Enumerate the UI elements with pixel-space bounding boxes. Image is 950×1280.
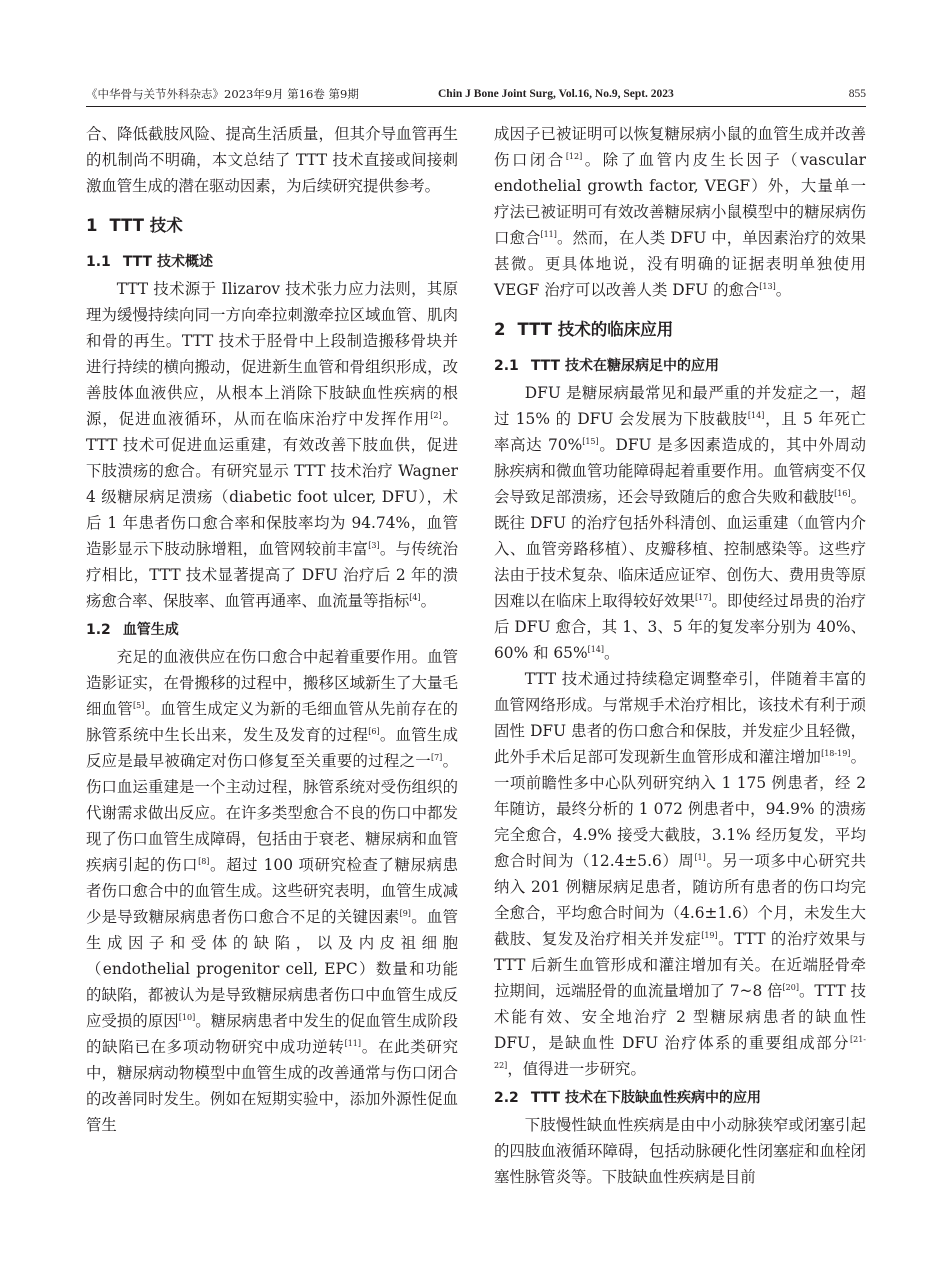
running-header: [86, 82, 866, 107]
citation[interactable]: [5]: [133, 700, 145, 710]
citation[interactable]: [8]: [198, 856, 210, 866]
citation[interactable]: [12]: [565, 151, 583, 161]
citation[interactable]: [1]: [694, 852, 706, 862]
subsection-heading-1-1: 1.1 TTT 技术概述: [86, 254, 213, 270]
citation[interactable]: [18-19]: [821, 748, 851, 758]
citation[interactable]: [11]: [540, 229, 557, 239]
paragraph-angiogenesis-continued: 成因子已被证明可以恢复糖尿病小鼠的血管生成并改善伤口闭合[12]。除了血管内皮生长因子（vascular endothelial growth factor, VEGF）外，大量单一疗法已被证明可有效改善糖尿病小鼠模型中的糖尿病伤口愈合[11]。然而，在人类 DFU 中，单因素治疗的效果甚微。更具体地说，没有明确的证据表明单独使用 VEGF 治疗可以改善人类 DFU 的愈合[13]。: [494, 125, 866, 299]
citation[interactable]: [13]: [759, 281, 776, 291]
citation[interactable]: [17]: [694, 592, 712, 602]
page-number: 855: [848, 88, 866, 100]
citation[interactable]: [15]: [582, 436, 599, 446]
citation[interactable]: [14]: [587, 644, 605, 654]
subsection-heading-2-1: 2.1 TTT 技术在糖尿病足中的应用: [494, 358, 719, 374]
paragraph-intro-continued: 合、降低截肢风险、提高生活质量，但其介导血管再生的机制尚不明确，本文总结了 TTT 技术直接或间接刺激血管生成的潜在驱动因素，为后续研究提供参考。: [86, 125, 458, 195]
left-column: [86, 121, 458, 1138]
section-heading-1: 1 TTT 技术: [86, 216, 183, 235]
citation[interactable]: [21-22]: [494, 1034, 866, 1070]
citation[interactable]: [4]: [409, 592, 421, 602]
citation[interactable]: [10]: [178, 1012, 196, 1022]
section-heading-2: 2 TTT 技术的临床应用: [494, 320, 674, 339]
citation[interactable]: [6]: [368, 726, 380, 736]
paragraph-angiogenesis: 充足的血液供应在伤口愈合中起着重要作用。血管造影证实，在骨搬移的过程中，搬移区域新生了大量毛细血管[5]。血管生成定义为新的毛细血管从先前存在的脉管系统中生长出来，发生及发育的过程[6]。血管生成反应是最早被确定对伤口修复至关重要的过程之一[7]。伤口血运重建是一个主动过程，脉管系统对受伤组织的代谢需求做出反应。在许多类型愈合不良的伤口中都发现了伤口血管生成障碍，包括由于衰老、糖尿病和血管疾病引起的伤口[8]。超过 100 项研究检查了糖尿病患者伤口愈合中的血管生成。这些研究表明，血管生成减少是导致糖尿病患者伤口愈合不足的关键因素[9]。血管生成因子和受体的缺陷，以及内皮祖细胞（endothelial progenitor cell, EPC）数量和功能的缺陷，都被认为是导致糖尿病患者伤口中血管生成反应受损的原因[10]。糖尿病患者中发生的促血管生成阶段的缺陷已在多项动物研究中成功逆转[11]。在此类研究中，糖尿病动物模型中血管生成的改善通常与伤口闭合的改善同时发生。例如在短期实验中，添加外源性促血管生: [86, 648, 458, 1134]
citation[interactable]: [7]: [430, 752, 443, 762]
citation[interactable]: [19]: [701, 930, 718, 940]
citation[interactable]: [16]: [834, 488, 851, 498]
journal-title-cn: 《中华骨与关节外科杂志》2023年9月 第16卷 第9期: [86, 87, 359, 101]
citation[interactable]: [14]: [747, 410, 765, 420]
right-column: [494, 121, 866, 1190]
citation[interactable]: [20]: [782, 982, 799, 992]
paragraph-ttt-overview: TTT 技术源于 Ilizarov 技术张力应力法则，其原理为缓慢持续向同一方向牵拉刺激牵拉区域血管、肌肉和骨的再生。TTT 技术于胫骨中上段制造搬移骨块并进行持续的横向搬动，促进新生血管和骨组织形成，改善肢体血液供应，从根本上消除下肢缺血性疾病的根源，促进血液循环，从而在临床治疗中发挥作用[2]。TTT 技术可促进血运重建，有效改善下肢血供，促进下肢溃疡的愈合。有研究显示 TTT 技术治疗 Wagner 4 级糖尿病足溃疡（diabetic foot ulcer, DFU），术后 1 年患者伤口愈合率和保肢率均为 94.74%，血管造影显示下肢动脉增粗，血管网较前丰富[3]。与传统治疗相比，TTT 技术显著提高了 DFU 治疗后 2 年的溃疡愈合率、保肢率、血管再通率、血流量等指标[4]。: [86, 280, 458, 610]
subsection-heading-1-2: 1.2 血管生成: [86, 622, 179, 638]
citation[interactable]: [2]: [430, 410, 442, 420]
paragraph-ttt-dfu-results: TTT 技术通过持续稳定调整牵引，伴随着丰富的血管网络形成。与常规手术治疗相比，该技术有利于顽固性 DFU 患者的伤口愈合和保肢，并发症少且轻微，此外手术后足部可发现新生血管形成和灌注增加[18-19]。一项前瞻性多中心队列研究纳入 1 175 例患者，经 2 年随访，最终分析的 1 072 例患者中，94.9% 的溃疡完全愈合，4.9% 接受大截肢，3.1% 经历复发，平均愈合时间为（12.4±5.6）周[1]。另一项多中心研究共纳入 201 例糖尿病足患者，随访所有患者的伤口均完全愈合，平均愈合时间为（4.6±1.6）个月，未发生大截肢、复发及治疗相关并发症[19]。TTT 的治疗效果与 TTT 后新生血管形成和灌注增加有关。在近端胫骨牵拉期间，远端胫骨的血流量增加了 7~8 倍[20]。TTT 技术能有效、安全地治疗 2 型糖尿病患者的缺血性 DFU，是缺血性 DFU 治疗体系的重要组成部分[21-22]，值得进一步研究。: [494, 670, 866, 1078]
subsection-heading-2-2: 2.2 TTT 技术在下肢缺血性疾病中的应用: [494, 1090, 761, 1106]
journal-title-en: Chin J Bone Joint Surg, Vol.16, No.9, Sept. 2023: [438, 88, 674, 100]
citation[interactable]: [3]: [368, 540, 380, 550]
citation[interactable]: [11]: [344, 1038, 362, 1048]
paragraph-dfu-background: DFU 是糖尿病最常见和最严重的并发症之一，超过 15% 的 DFU 会发展为下肢截肢[14]，且 5 年死亡率高达 70%[15]。DFU 是多因素造成的，其中外周动脉疾病和微血管功能障碍起着重要作用。血管病变不仅会导致足部溃疡，还会导致随后的愈合失败和截肢[16]。既往 DFU 的治疗包括外科清创、血运重建（血管内介入、血管旁路移植）、皮瓣移植、控制感染等。这些疗法由于技术复杂、临床适应证窄、创伤大、费用贵等原因难以在临床上取得较好效果[17]。即使经过昂贵的治疗后 DFU 愈合，其 1、3、5 年的复发率分别为 40%、60% 和 65%[14]。: [494, 384, 866, 662]
paragraph-limb-ischemia: 下肢慢性缺血性疾病是由中小动脉狭窄或闭塞引起的四肢血液循环障碍，包括动脉硬化性闭塞症和血栓闭塞性脉管炎等。下肢缺血性疾病是目前: [494, 1116, 866, 1186]
citation[interactable]: [9]: [399, 908, 411, 918]
